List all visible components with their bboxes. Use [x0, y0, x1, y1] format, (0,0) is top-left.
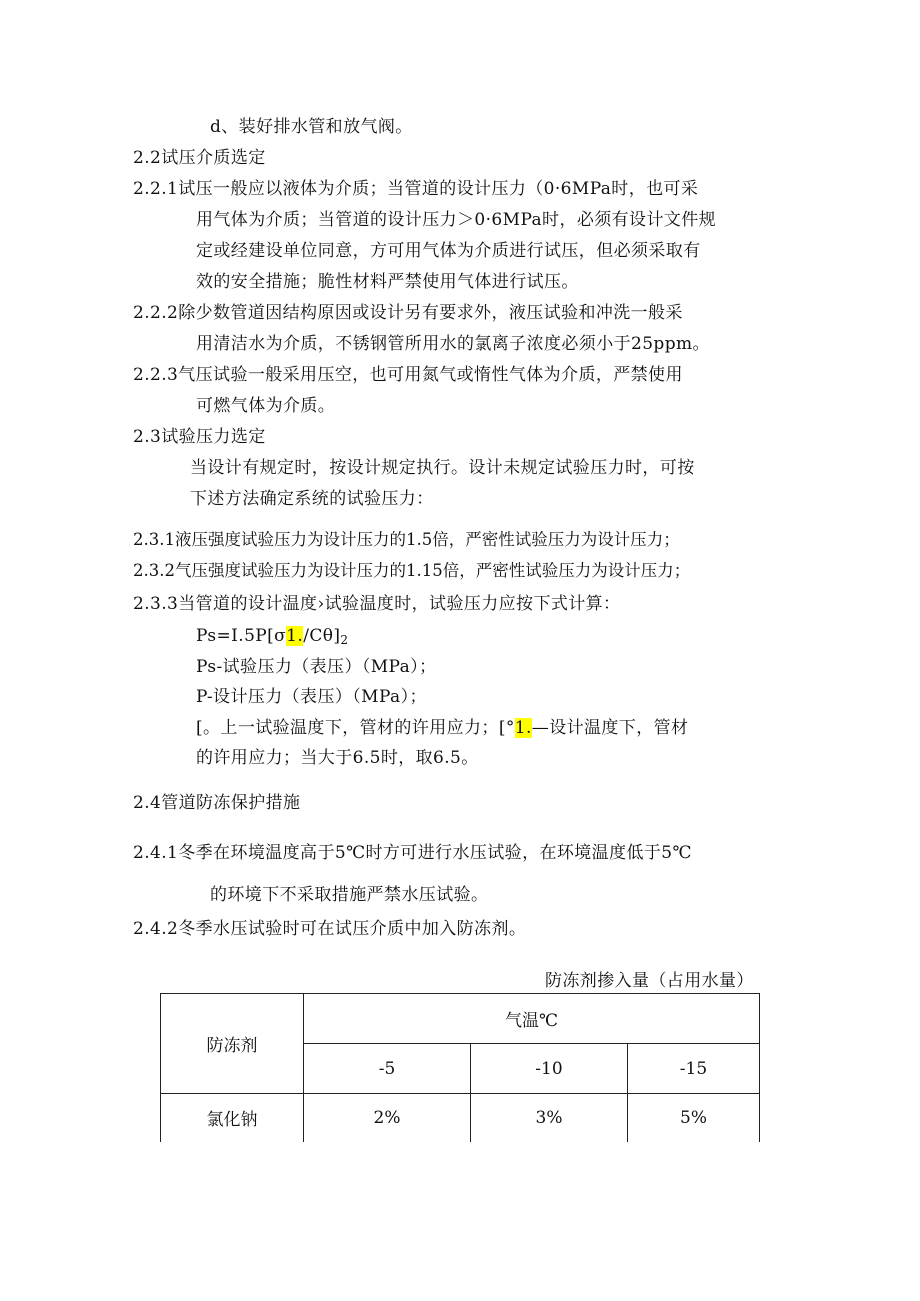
formula-part: /Cθ] — [303, 626, 341, 646]
highlighted-mark: 1. — [514, 718, 532, 738]
table-row — [161, 1094, 760, 1142]
antifreeze-table — [160, 993, 760, 1142]
text-line: 2.2.3气压试验一般采用压空，也可用氮气或惰性气体为介质，严禁使用 — [133, 365, 683, 385]
text-line: 2.3.3当管道的设计温度›试验温度时，试验压力应按下式计算： — [133, 594, 621, 614]
formula-line — [196, 625, 348, 651]
table-header-temperature: 气温℃ — [304, 994, 760, 1044]
text-line: P-设计压力（表压）（MPa）； — [196, 687, 427, 707]
text-line: 定或经建设单位同意，方可用气体为介质进行试压，但必须采取有 — [196, 241, 701, 261]
table-header-antifreeze: 防冻剂 — [161, 994, 304, 1094]
text-line: 用清洁水为介质，不锈钢管所用水的氯离子浓度必须小于25ppm。 — [196, 334, 710, 354]
text-line: Ps-试验压力（表压）（MPa）； — [196, 657, 437, 677]
temperature-cell: -10 — [471, 1044, 628, 1094]
text-line: 2.4.2冬季水压试验时可在试压介质中加入防冻剂。 — [133, 919, 527, 939]
formula-part: Ps=I.5P[σ — [196, 626, 287, 646]
text-line: d、装好排水管和放气阀。 — [210, 117, 413, 137]
temperature-cell: -5 — [304, 1044, 471, 1094]
temperature-cell: -15 — [628, 1044, 760, 1094]
text-part: [。上一试验温度下，管材的许用应力；[° — [196, 718, 515, 738]
text-line: 2.3.2气压强度试验压力为设计压力的1.15倍，严密性试验压力为设计压力； — [133, 561, 691, 580]
text-line: 效的安全措施；脆性材料严禁使用气体进行试压。 — [196, 272, 579, 292]
table-caption: 防冻剂掺入量（占用水量） — [545, 971, 754, 991]
text-line: 2.4.1冬季在环境温度高于5℃时方可进行水压试验，在环境温度低于5℃ — [133, 843, 692, 863]
dosage-cell: 5% — [628, 1094, 760, 1142]
text-line: 当设计有规定时，按设计规定执行。设计未规定试验压力时，可按 — [190, 458, 695, 478]
section-heading: 2.2试压介质选定 — [133, 148, 266, 168]
text-line: 2.3.1液压强度试验压力为设计压力的1.5倍，严密性试验压力为设计压力； — [133, 530, 680, 549]
text-line: 可燃气体为介质。 — [196, 396, 336, 416]
section-heading: 2.3试验压力选定 — [133, 427, 266, 447]
dosage-cell: 2% — [304, 1094, 471, 1142]
text-line: 的环境下不采取措施严禁水压试验。 — [210, 885, 489, 905]
highlighted-mark: 1. — [286, 626, 304, 646]
text-line: 用气体为介质；当管道的设计压力＞0·6MPa时，必须有设计文件规 — [196, 210, 717, 230]
formula-subscript: 2 — [340, 633, 349, 647]
antifreeze-name: 氯化钠 — [161, 1094, 304, 1142]
text-line: 下述方法确定系统的试验压力： — [190, 489, 434, 509]
text-line: 2.2.1试压一般应以液体为介质；当管道的设计压力（0·6MPa时，也可采 — [133, 179, 699, 199]
text-line: 的许用应力；当大于6.5时，取6.5。 — [196, 748, 479, 768]
dosage-cell: 3% — [471, 1094, 628, 1142]
text-line: 2.2.2除少数管道因结构原因或设计另有要求外，液压试验和冲洗一般采 — [133, 303, 683, 323]
text-line — [196, 717, 688, 739]
section-heading: 2.4管道防冻保护措施 — [133, 793, 301, 813]
text-part: —设计温度下，管材 — [531, 718, 689, 738]
